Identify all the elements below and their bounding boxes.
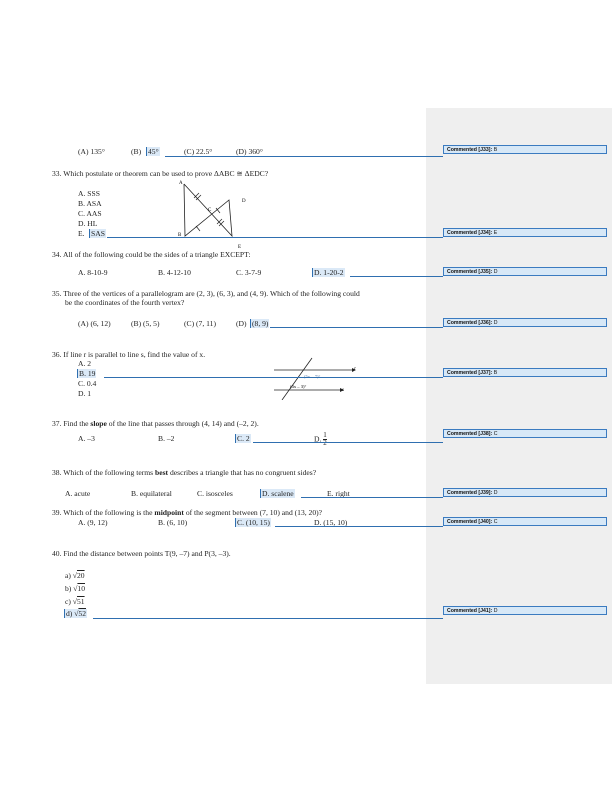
q34-option-a[interactable]: A. 8-10-9 bbox=[78, 268, 108, 277]
q40-option-a[interactable]: a) √20 bbox=[65, 571, 85, 580]
comment-j41-label: Commented [J41]: bbox=[447, 608, 493, 614]
q40-option-d-label: d) bbox=[66, 609, 73, 618]
comment-j36-label: Commented [J36]: bbox=[447, 320, 493, 326]
comment-j39-label: Commented [J39]: bbox=[447, 490, 493, 496]
q37-stem-pre: 37. Find the bbox=[52, 419, 89, 428]
q36-line-r-label: r bbox=[354, 367, 356, 372]
q40-selected-answer[interactable]: d) √52 bbox=[66, 609, 86, 618]
q39-stem-post: of the segment between (7, 10) and (13, 20)? bbox=[185, 508, 323, 517]
comment-connector-j39 bbox=[301, 497, 443, 498]
comment-connector-j33 bbox=[165, 156, 443, 157]
q38-stem-bold: best bbox=[155, 468, 169, 477]
q40-option-c[interactable]: c) √51 bbox=[65, 597, 85, 606]
q32-selected-answer[interactable]: 45° bbox=[148, 147, 159, 156]
q35-option-b[interactable]: (B) (5, 5) bbox=[131, 319, 160, 328]
q39-stem-pre: 39. Which of the following is the bbox=[52, 508, 153, 517]
q40-option-c-label: c) bbox=[65, 597, 71, 606]
q37-option-d[interactable] bbox=[314, 432, 327, 447]
q33-stem: 33. Which postulate or theorem can be used to prove ΔABC ≅ ΔEDC? bbox=[52, 169, 269, 178]
q36-parallel-lines-figure bbox=[270, 356, 360, 400]
q34-option-c[interactable]: C. 3-7-9 bbox=[236, 268, 262, 277]
q32-option-d[interactable]: (D) 360° bbox=[236, 147, 263, 156]
comment-connector-j37 bbox=[104, 377, 443, 378]
comment-j36[interactable] bbox=[443, 318, 607, 327]
comment-connector-j41 bbox=[93, 618, 443, 619]
q38-selected-answer[interactable]: D. scalene bbox=[262, 489, 294, 498]
q38-option-a[interactable]: A. acute bbox=[65, 489, 91, 498]
q33-label-c: C bbox=[208, 208, 212, 213]
q35-option-a[interactable]: (A) (6, 12) bbox=[78, 319, 111, 328]
q32-option-b[interactable]: (B) bbox=[131, 147, 142, 156]
comment-j40-label: Commented [J40]: bbox=[447, 519, 493, 525]
q33-label-b: B bbox=[178, 233, 182, 238]
q35-option-c[interactable]: (C) (7, 11) bbox=[184, 319, 216, 328]
q33-label-e: E bbox=[238, 245, 242, 250]
comment-j38-label: Commented [J38]: bbox=[447, 431, 493, 437]
q36-angle-expr-top: (5x – 7)° bbox=[304, 374, 321, 379]
q40-option-a-label: a) bbox=[65, 571, 71, 580]
q36-selected-answer[interactable]: B. 19 bbox=[79, 369, 96, 378]
q36-option-d[interactable]: D. 1 bbox=[78, 389, 92, 398]
comment-j33-label: Commented [J33]: bbox=[447, 147, 493, 153]
q38-option-c[interactable]: C. isosceles bbox=[197, 489, 233, 498]
comment-j33-value: B bbox=[493, 147, 498, 153]
q33-label-a: A bbox=[179, 181, 183, 186]
q38-stem-pre: 38. Which of the following terms bbox=[52, 468, 154, 477]
q36-option-a[interactable]: A. 2 bbox=[78, 359, 92, 368]
q39-option-d[interactable]: D. (15, 10) bbox=[314, 518, 348, 527]
comment-j35-label: Commented [J35]: bbox=[447, 269, 493, 275]
comment-j35-value: D bbox=[493, 269, 498, 275]
q33-option-b[interactable]: B. ASA bbox=[78, 199, 102, 208]
q36-angle-expr-bottom: (4x – 3)° bbox=[290, 384, 307, 389]
q40-option-b-radicand: 10 bbox=[77, 584, 85, 593]
comment-j39[interactable] bbox=[443, 488, 607, 497]
q33-option-c[interactable]: C. AAS bbox=[78, 209, 102, 218]
q35-stem-line1: 35. Three of the vertices of a parallelogram are (2, 3), (6, 3), and (4, 9). Which of the following could bbox=[52, 289, 360, 298]
q36-line-s-label: s bbox=[342, 388, 344, 393]
comment-j41[interactable] bbox=[443, 606, 607, 615]
q37-option-a[interactable]: A. –3 bbox=[78, 434, 95, 443]
comment-j40-value: C bbox=[493, 519, 498, 525]
comment-j41-value: D bbox=[493, 608, 498, 614]
comment-connector-j34 bbox=[107, 237, 443, 238]
q38-stem bbox=[52, 468, 316, 477]
q37-stem-bold: slope bbox=[90, 419, 107, 428]
q37-fraction-denominator: 2 bbox=[323, 439, 327, 447]
comment-j38[interactable] bbox=[443, 429, 607, 438]
q34-option-b[interactable]: B. 4-12-10 bbox=[158, 268, 191, 277]
q39-selected-answer[interactable]: C. (10, 15) bbox=[237, 518, 270, 527]
q33-triangle-figure bbox=[172, 178, 252, 250]
q35-selected-answer[interactable]: (8, 9) bbox=[252, 319, 269, 328]
comment-j36-value: D bbox=[493, 320, 498, 326]
q33-option-e[interactable]: E. bbox=[78, 229, 85, 238]
q39-stem bbox=[52, 508, 322, 517]
q36-stem: 36. If line r is parallel to line s, find the value of x. bbox=[52, 350, 206, 359]
comment-j34-value: E bbox=[493, 230, 498, 236]
q39-option-a[interactable]: A. (9, 12) bbox=[78, 518, 108, 527]
q40-option-d-radicand: 52 bbox=[78, 609, 86, 618]
q40-option-b-label: b) bbox=[65, 584, 72, 593]
comment-j37-label: Commented [J37]: bbox=[447, 370, 493, 376]
q37-option-d-label: D. bbox=[314, 434, 322, 444]
q38-option-e[interactable]: E. right bbox=[327, 489, 350, 498]
q40-option-a-radicand: 20 bbox=[76, 571, 85, 580]
q36-option-c[interactable]: C. 0.4 bbox=[78, 379, 97, 388]
q34-selected-answer[interactable]: D. 1-20-2 bbox=[314, 268, 344, 277]
q37-stem-post: of the line that passes through (4, 14) and (–2, 2). bbox=[108, 419, 259, 428]
comment-j34[interactable] bbox=[443, 228, 607, 237]
q40-option-b[interactable]: b) √10 bbox=[65, 584, 85, 593]
q38-option-b[interactable]: B. equilateral bbox=[131, 489, 172, 498]
q40-stem: 40. Find the distance between points T(9, –7) and P(3, –3). bbox=[52, 549, 231, 558]
comment-j39-value: D bbox=[493, 490, 498, 496]
q40-option-c-radicand: 51 bbox=[76, 597, 85, 606]
q33-selected-answer[interactable]: SAS bbox=[91, 229, 105, 238]
comment-margin-pane bbox=[426, 108, 612, 684]
q39-option-b[interactable]: B. (6, 10) bbox=[158, 518, 188, 527]
q32-option-a[interactable]: (A) 135° bbox=[78, 147, 105, 156]
q33-option-a[interactable]: A. SSS bbox=[78, 189, 100, 198]
comment-connector-j35 bbox=[350, 276, 443, 277]
q37-option-d-fraction bbox=[323, 432, 327, 447]
comment-j40[interactable] bbox=[443, 517, 607, 526]
q35-stem-line2: be the coordinates of the fourth vertex? bbox=[65, 298, 185, 307]
q32-option-c[interactable]: (C) 22.5° bbox=[184, 147, 213, 156]
q39-stem-bold: midpoint bbox=[154, 508, 184, 517]
q37-selected-answer[interactable]: C. 2 bbox=[237, 434, 250, 443]
q37-option-b[interactable]: B. –2 bbox=[158, 434, 175, 443]
comment-j35[interactable] bbox=[443, 267, 607, 276]
comment-j33[interactable] bbox=[443, 145, 607, 154]
comment-connector-j38 bbox=[253, 442, 443, 443]
comment-connector-j36 bbox=[270, 327, 443, 328]
q37-stem bbox=[52, 419, 259, 428]
q33-option-d[interactable]: D. HL bbox=[78, 219, 98, 228]
q35-option-d[interactable]: (D) bbox=[236, 319, 247, 328]
comment-j34-label: Commented [J34]: bbox=[447, 230, 493, 236]
comment-j37-value: B bbox=[493, 370, 498, 376]
comment-connector-j40 bbox=[275, 526, 443, 527]
comment-j37[interactable] bbox=[443, 368, 607, 377]
q33-label-d: D bbox=[242, 199, 246, 204]
q34-stem: 34. All of the following could be the sides of a triangle EXCEPT: bbox=[52, 250, 251, 259]
q38-stem-post: describes a triangle that has no congruent sides? bbox=[169, 468, 317, 477]
comment-j38-value: C bbox=[493, 431, 498, 437]
q37-fraction-numerator: 1 bbox=[323, 431, 327, 439]
